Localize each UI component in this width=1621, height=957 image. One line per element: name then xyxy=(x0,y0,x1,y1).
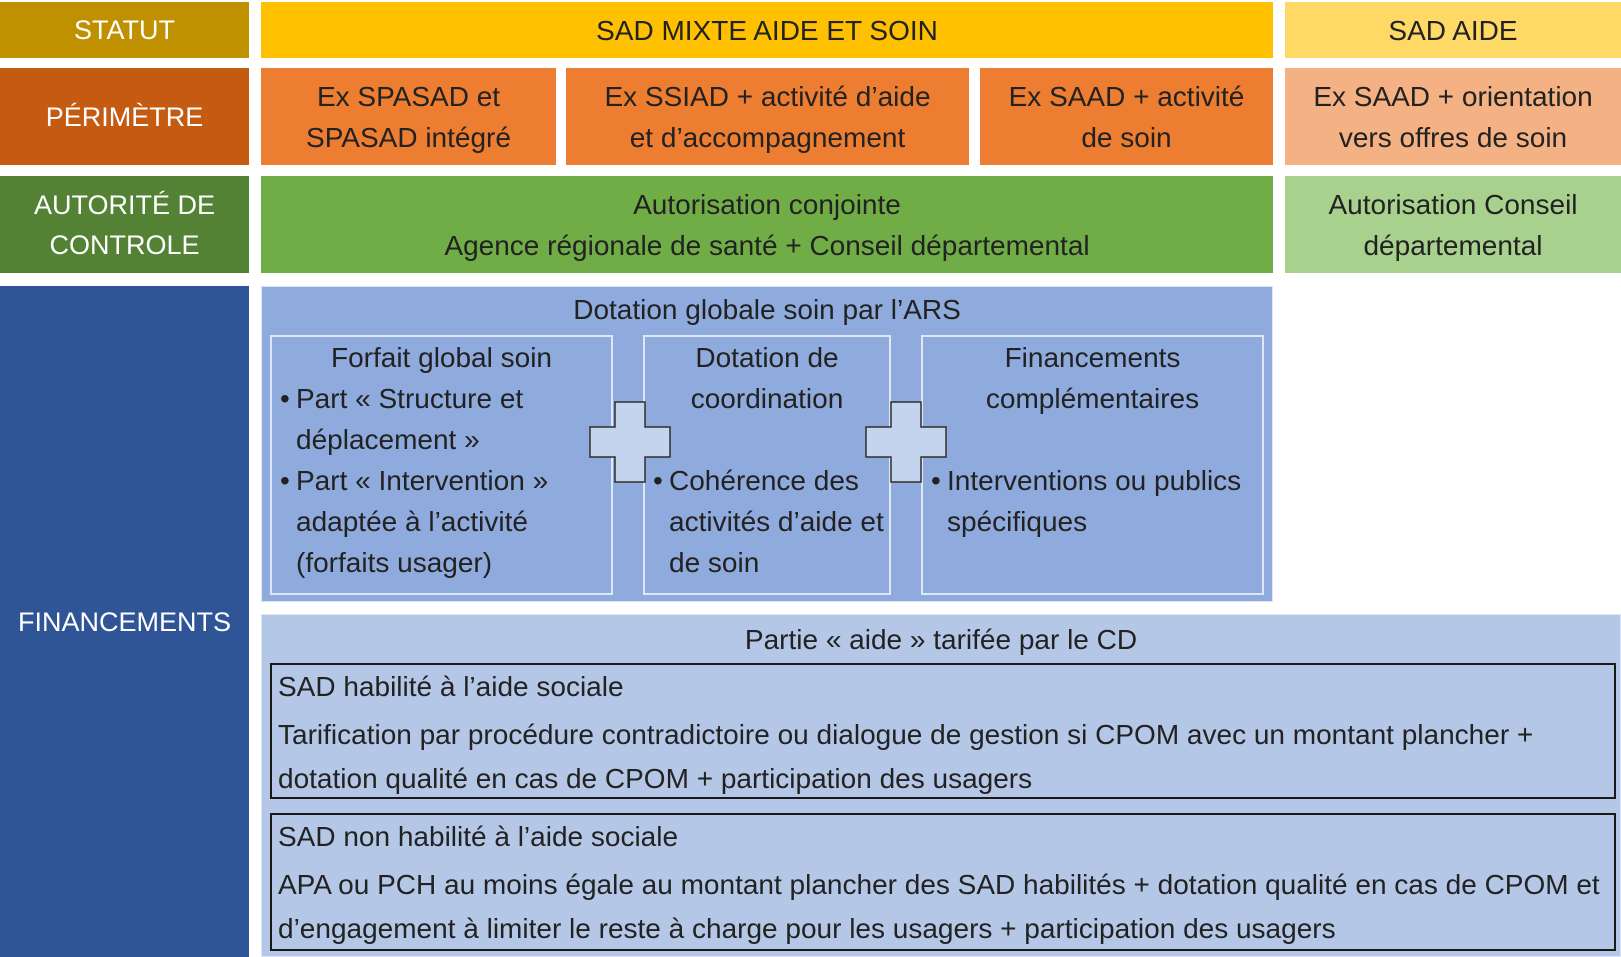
perimetre-text: SPASAD intégré xyxy=(306,121,511,153)
perimetre-text: Ex SSIAD + activité d’aide xyxy=(604,80,931,112)
perimetre-cell-spasad xyxy=(261,68,556,165)
perimetre-text: et d’accompagnement xyxy=(629,121,906,153)
forfait-head: Forfait global soin xyxy=(330,342,552,373)
cd-panel-title: Partie « aide » tarifée par le CD xyxy=(744,624,1138,655)
autorite-conjointe-line: Agence régionale de santé + Conseil départemental xyxy=(444,229,1090,261)
habilite-text: Tarification par procédure contradictoire ou dialogue de gestion si CPOM avec un montant plancher + dotation qualité en cas de CPOM + participation des usagers xyxy=(278,719,1534,794)
financements-label: FINANCEMENTS xyxy=(17,606,231,637)
statut-mixte-text: SAD MIXTE AIDE ET SOIN xyxy=(596,14,938,46)
autorite-conseil-cell xyxy=(1285,176,1621,273)
list-item: • Part « Intervention » adaptée à l’activité (forfaits usager) xyxy=(272,460,611,583)
coordination-list xyxy=(645,460,889,583)
row-label-perimetre xyxy=(0,68,249,165)
list-item: • Interventions ou publics spécifiques xyxy=(923,460,1262,542)
statut-aide-text: SAD AIDE xyxy=(1388,14,1518,46)
perimetre-text: Ex SPASAD et xyxy=(316,80,501,112)
dotation-coordination-box xyxy=(643,335,891,595)
perimetre-text: Ex SAAD + orientation xyxy=(1313,80,1593,112)
perimetre-text: vers offres de soin xyxy=(1338,121,1568,153)
statut-label: STATUT xyxy=(74,15,175,45)
cd-tarification-panel xyxy=(261,614,1621,957)
forfait-global-soin-box xyxy=(270,335,613,595)
perimetre-cell-saad-soin xyxy=(980,68,1273,165)
sad-non-habilite-box xyxy=(270,813,1616,951)
coordination-head: Dotation de xyxy=(695,342,839,373)
non-habilite-text: APA ou PCH au moins égale au montant plancher des SAD habilités + dotation qualité en cas de CPOM et d’engagement à limiter le reste à charge pour les usagers + participation des usagers xyxy=(278,869,1600,944)
autorite-conjointe-line: Autorisation conjointe xyxy=(633,188,901,220)
autorite-label-line: AUTORITÉ DE xyxy=(33,189,216,220)
row-label-autorite xyxy=(0,176,249,273)
statut-mixte-cell xyxy=(261,2,1273,58)
complementaires-head: complémentaires xyxy=(985,383,1200,414)
row-label-financements xyxy=(0,286,249,957)
perimetre-label: PÉRIMÈTRE xyxy=(45,101,204,132)
perimetre-text: de soin xyxy=(1081,121,1172,153)
autorite-label-line: CONTROLE xyxy=(49,229,200,260)
autorite-conseil-line: départemental xyxy=(1363,229,1543,261)
plus-icon xyxy=(865,401,947,483)
financements-complementaires-box xyxy=(921,335,1264,595)
complementaires-head: Financements xyxy=(1004,342,1181,373)
plus-icon xyxy=(589,401,671,483)
list-item: • Cohérence des activités d’aide et de soin xyxy=(645,460,889,583)
sad-habilite-box xyxy=(270,663,1616,799)
non-habilite-head: SAD non habilité à l’aide sociale xyxy=(278,821,679,852)
forfait-list xyxy=(272,378,611,583)
list-item: • Part « Structure et déplacement » xyxy=(272,378,611,460)
perimetre-text: Ex SAAD + activité xyxy=(1008,80,1245,112)
row-label-statut xyxy=(0,2,249,58)
coordination-head: coordination xyxy=(690,383,844,414)
perimetre-cell-ssiad xyxy=(566,68,969,165)
autorite-conseil-line: Autorisation Conseil xyxy=(1328,188,1578,220)
complementaires-list xyxy=(923,460,1262,542)
statut-aide-cell xyxy=(1285,2,1621,58)
ars-panel-title: Dotation globale soin par l’ARS xyxy=(573,294,961,325)
autorite-conjointe-cell xyxy=(261,176,1273,273)
ars-dotation-panel xyxy=(261,286,1273,602)
perimetre-cell-saad-orientation xyxy=(1285,68,1621,165)
habilite-head: SAD habilité à l’aide sociale xyxy=(278,671,624,702)
